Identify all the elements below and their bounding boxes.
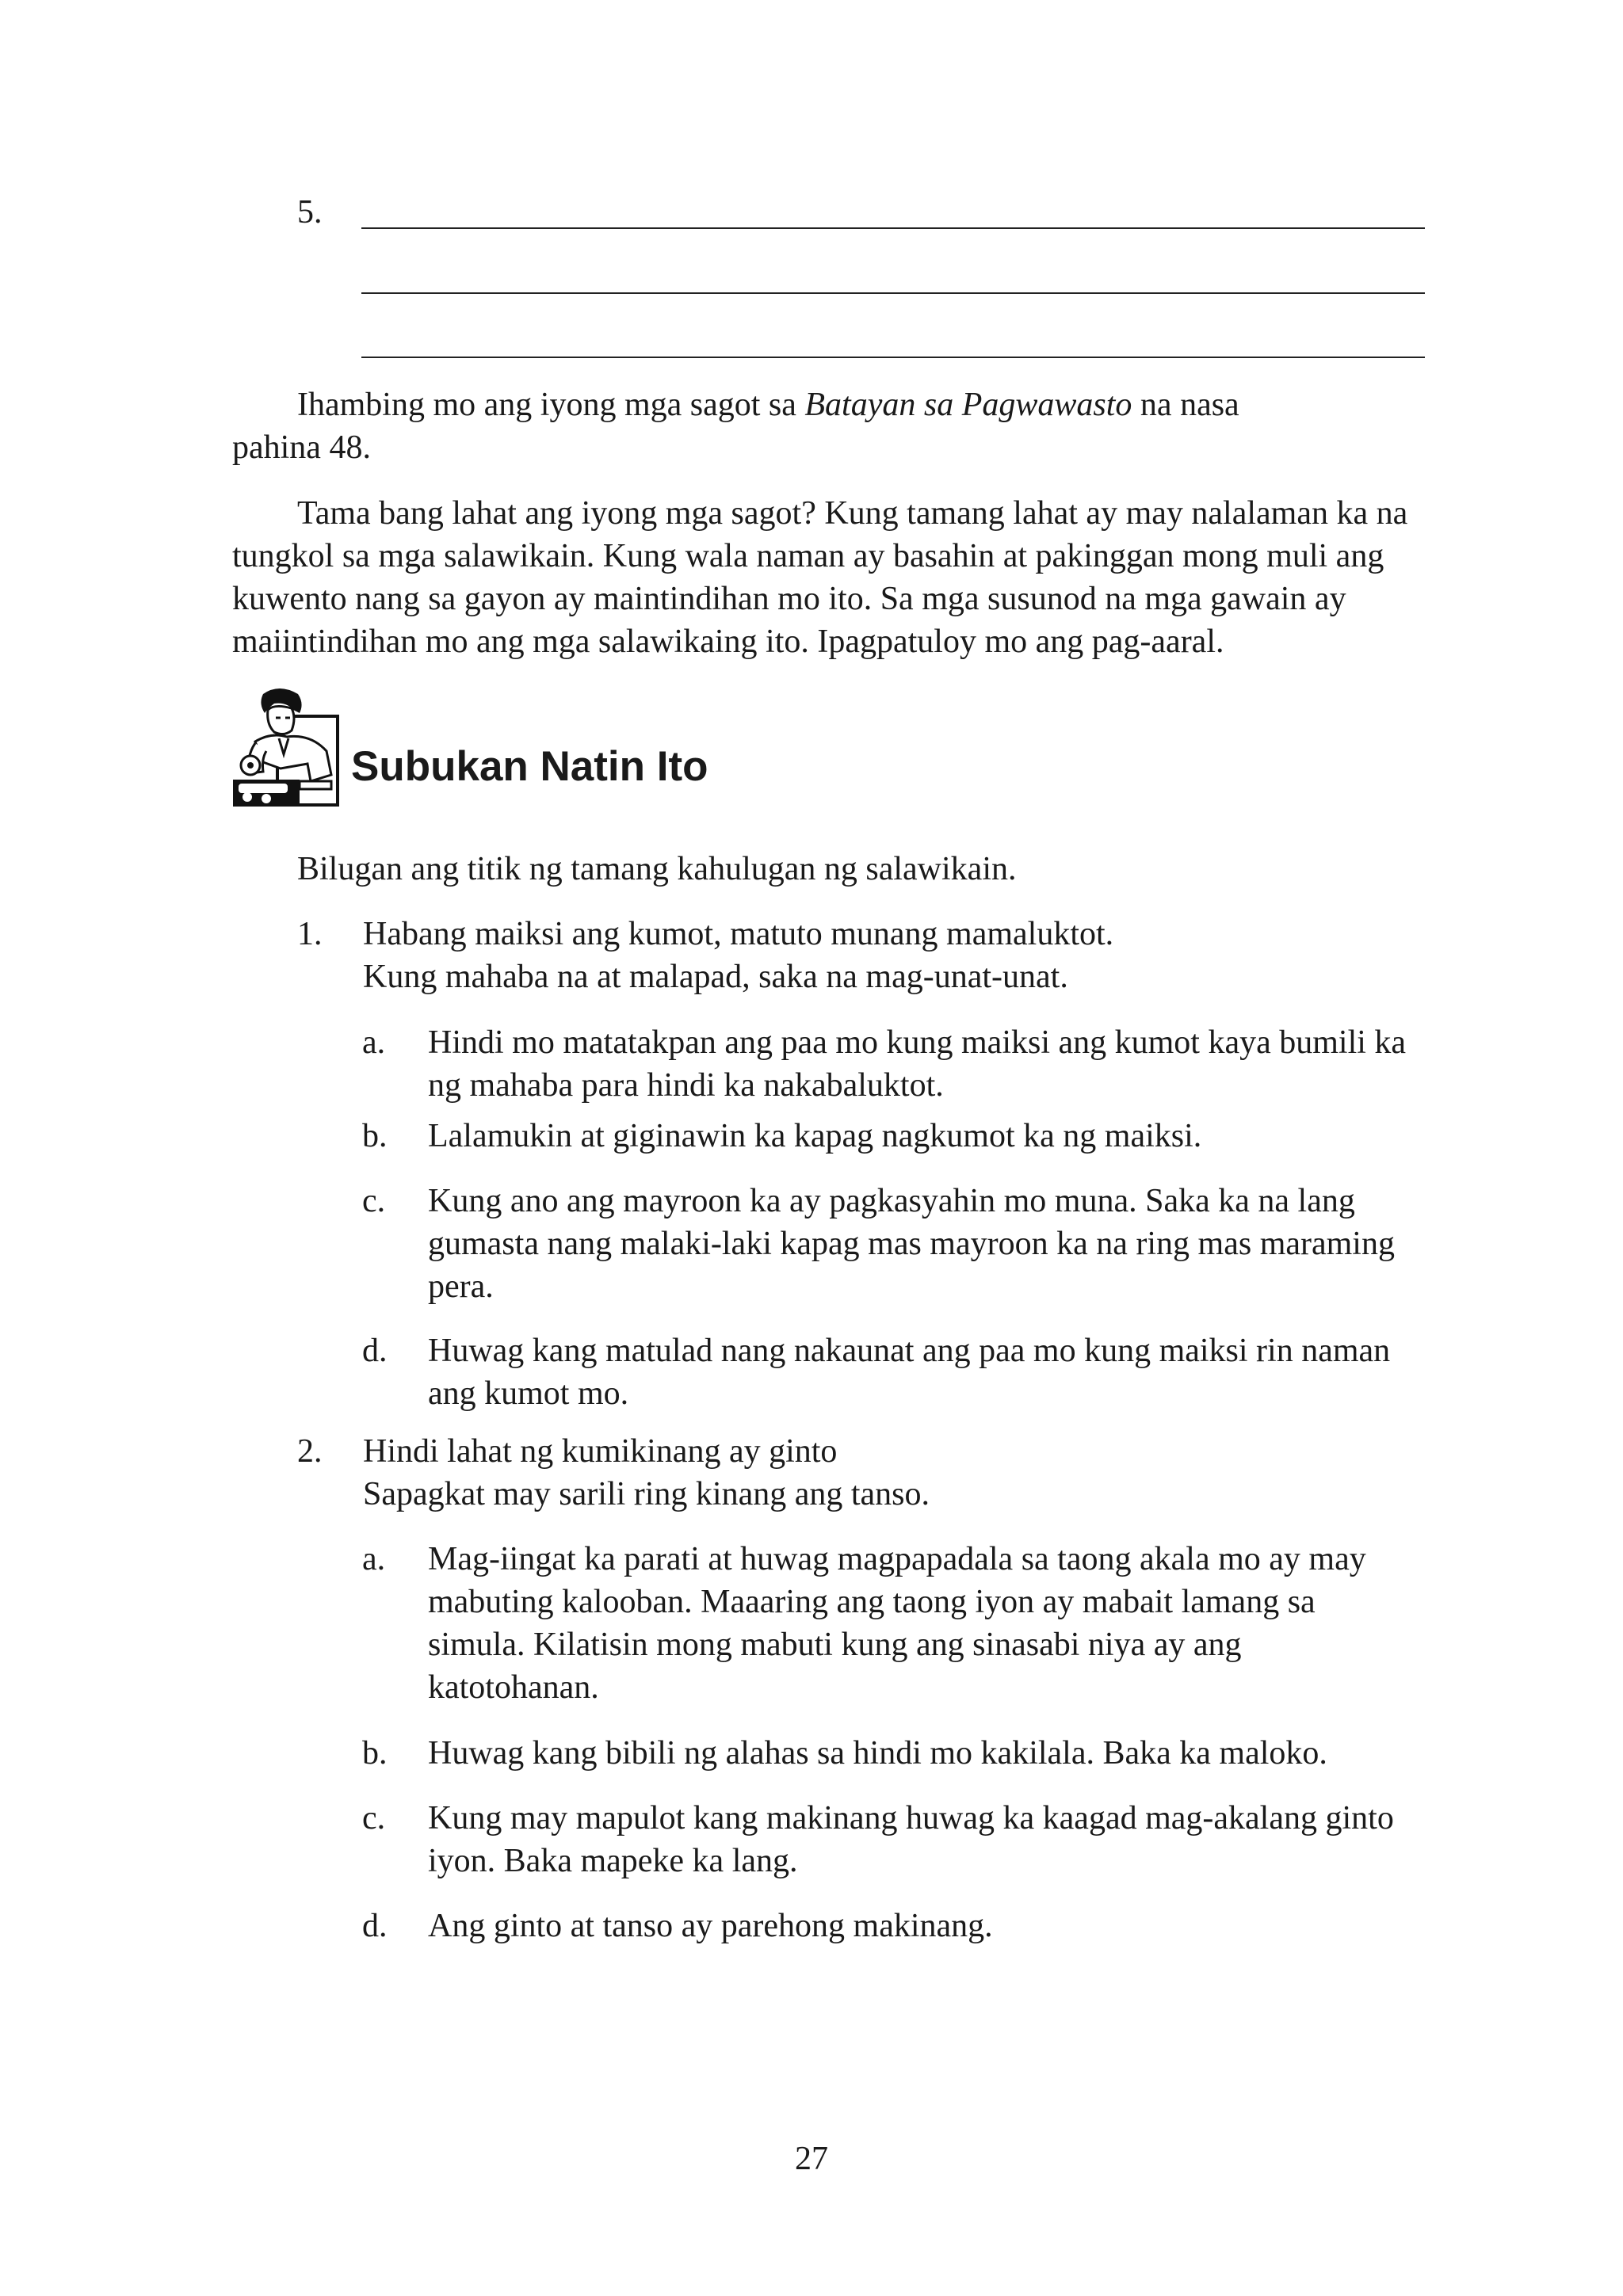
answer-line-1[interactable] [361,227,1425,229]
q1-option-b-letter[interactable]: b. [362,1118,388,1154]
q1-option-d-letter[interactable]: d. [362,1333,388,1369]
compare-text-italic: Batayan sa Pagwawasto [804,387,1132,423]
option-line: Ang ginto at tanso ay parehong makinang. [428,1908,993,1944]
q2-option-d-letter[interactable]: d. [362,1908,388,1944]
option-line: Kung may mapulot kang makinang huwag ka kaagad mag-akalang ginto [428,1800,1394,1836]
option-line: Mag-iingat ka parati at huwag magpapadala sa taong akala mo ay may [428,1541,1366,1577]
option-line: simula. Kilatisin mong mabuti kung ang sinasabi niya ay ang [428,1627,1242,1663]
question-1-text [363,913,1425,998]
q1-option-b-text [428,1115,1426,1158]
option-line: ang kumot mo. [428,1375,629,1412]
proverb-line: Sapagkat may sarili ring kinang ang tanso. [363,1476,930,1512]
q2-option-c-letter[interactable]: c. [362,1800,386,1836]
check-line: maiintindihan mo ang mga salawikaing ito. Ipagpatuloy mo ang pag-aaral. [232,624,1224,660]
option-line: mabuting kalooban. Maaaring ang taong iyon ay mabait lamang sa [428,1584,1316,1620]
option-line: ng mahaba para hindi ka nakabaluktot. [428,1067,944,1104]
check-paragraph [232,492,1421,663]
q1-option-c-text [428,1180,1426,1308]
option-line: katotohanan. [428,1669,599,1706]
option-line: gumasta nang malaki-laki kapag mas mayroon ka na ring mas maraming [428,1226,1395,1262]
check-line: tungkol sa mga salawikain. Kung wala naman ay basahin at pakinggan mong muli ang [232,538,1384,574]
check-line: Tama bang lahat ang iyong mga sagot? Kung tamang lahat ay may nalalaman ka na [297,495,1408,532]
option-line: pera. [428,1268,494,1305]
answer-line-2[interactable] [361,292,1425,294]
question-2-text [363,1430,1425,1516]
q2-option-b-letter[interactable]: b. [362,1735,388,1772]
instruction-text: Bilugan ang titik ng tamang kahulugan ng salawikain. [297,851,1017,887]
compare-line-2: pahina 48. [232,429,371,466]
q1-option-c-letter[interactable]: c. [362,1183,386,1219]
section-title: Subukan Natin Ito [351,743,708,790]
proverb-line: Hindi lahat ng kumikinang ay ginto [363,1433,838,1470]
check-line: kuwento nang sa gayon ay maintindihan mo ito. Sa mga susunod na mga gawain ay [232,581,1346,617]
q2-option-c-text [428,1797,1426,1882]
compare-paragraph [232,383,1421,469]
q2-option-d-text [428,1905,1426,1947]
option-line: Huwag kang bibili ng alahas sa hindi mo kakilala. Baka ka maloko. [428,1735,1327,1772]
q2-option-b-text [428,1732,1426,1775]
compare-text-before: Ihambing mo ang iyong mga sagot sa [297,387,805,423]
compare-text-after: na nasa [1132,387,1239,423]
proverb-line: Kung mahaba na at malapad, saka na mag-unat-unat. [363,959,1068,995]
compare-line-1 [232,383,1421,426]
option-line: iyon. Baka mapeke ka lang. [428,1843,798,1879]
question-1-number: 1. [297,916,323,952]
student-working-icon [231,686,339,813]
option-line: Kung ano ang mayroon ka ay pagkasyahin mo muna. Saka ka na lang [428,1183,1355,1219]
q2-option-a-text [428,1538,1426,1709]
q1-option-d-text [428,1329,1426,1415]
q2-option-a-letter[interactable]: a. [362,1541,386,1577]
option-line: Lalamukin at giginawin ka kapag nagkumot ka ng maiksi. [428,1118,1202,1154]
option-line: Hindi mo matatakpan ang paa mo kung maiksi ang kumot kaya bumili ka [428,1024,1407,1061]
question-2-number: 2. [297,1433,323,1470]
answer-item-number: 5. [297,194,323,231]
q1-option-a-letter[interactable]: a. [362,1024,386,1061]
proverb-line: Habang maiksi ang kumot, matuto munang mamaluktot. [363,916,1114,952]
q1-option-a-text [428,1021,1426,1107]
option-line: Huwag kang matulad nang nakaunat ang paa mo kung maiksi rin naman [428,1333,1391,1369]
page-number: 27 [795,2141,828,2177]
answer-line-3[interactable] [361,357,1425,358]
